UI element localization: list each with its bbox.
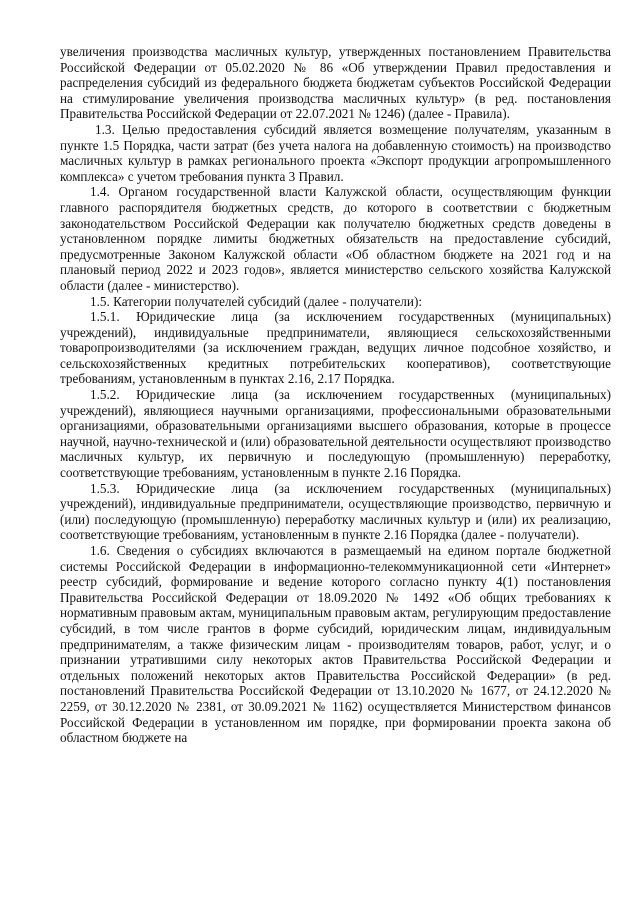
paragraph-1-5: 1.5. Категории получателей субсидий (далее - получатели): <box>90 293 422 309</box>
paragraph-1-5-3: 1.5.3. Юридические лица (за исключением государственных (муниципальных) учреждений), индивидуальные предприниматели, осуществляющие производство, первичную и (или) последующую (промышленную) переработку масличных культур и (или) их реализацию, соответствующие требованиям, установленным в пункте 2.16 Порядка (далее - получатели). <box>60 480 611 543</box>
paragraph-rules-continuation: увеличения производства масличных культур, утвержденных постановлением Правительства Российской Федерации от 05.02.2020 № 86 «Об утверждении Правил предоставления и распределения субсидий из федерального бюджета бюджетам субъектов Российской Федерации на стимулирование увеличения производства масличных культур» (в ред. постановления Правительства Российской Федерации от 22.07.2021 № 1246) (далее - Правила). <box>60 44 611 122</box>
paragraph-1-5-2: 1.5.2. Юридические лица (за исключением государственных (муниципальных) учреждений), являющиеся научными организациями, профессиональными образовательными организациями, образовательными организациями высшего образования, которые в процессе научной, научно-технической и (или) образовательной деятельности осуществляют производство масличных культур, их первичную и последующую (промышленную) переработку, соответствующие требованиям, установленным в пункте 2.16 Порядка. <box>60 387 611 481</box>
paragraph-1-5-1: 1.5.1. Юридические лица (за исключением государственных (муниципальных) учреждений), индивидуальные предприниматели, являющиеся сельскохозяйственными товаропроизводителями (за исключением граждан, ведущих личное подсобное хозяйство, и сельскохозяйственных кредитных потребительских кооперативов), соответствующие требованиям, установленным в пунктах 2.16, 2.17 Порядка. <box>60 309 611 387</box>
document-page <box>60 44 611 746</box>
paragraph-1-6: 1.6. Сведения о субсидиях включаются в размещаемый на едином портале бюджетной системы Российской Федерации в информационно-телекоммуникационной сети «Интернет» реестр субсидий, формирование и ведение которого согласно пункту 4(1) постановления Правительства Российской Федерации от 18.09.2020 № 1492 «Об общих требованиях к нормативным правовым актам, муниципальным правовым актам, регулирующим предоставление субсидий, в том числе грантов в форме субсидий, юридическим лицам, индивидуальным предпринимателям, а также физическим лицам - производителям товаров, работ, услуг, и о признании утратившими силу некоторых актов Правительства Российской Федерации и отдельных положений некоторых актов Правительства Российской Федерации» (в ред. постановлений Правительства Российской Федерации от 13.10.2020 № 1677, от 24.12.2020 № 2259, от 30.12.2020 № 2381, от 30.09.2021 № 1162) осуществляется Министерством финансов Российской Федерации в установленном им порядке, при формировании проекта закона об областном бюджете на <box>60 543 611 746</box>
paragraph-1-4: 1.4. Органом государственной власти Калужской области, осуществляющим функции главного распорядителя бюджетных средств, до которого в соответствии с бюджетным законодательством Российской Федерации как получателю бюджетных средств доведены в установленном порядке лимиты бюджетных обязательств на предоставление субсидий, предусмотренные Законом Калужской области «Об областном бюджете на 2021 год и на плановый период 2022 и 2023 годов», является министерство сельского хозяйства Калужской области (далее - министерство). <box>60 184 611 293</box>
paragraph-1-3: 1.3. Целью предоставления субсидий является возмещение получателям, указанным в пункте 1.5 Порядка, части затрат (без учета налога на добавленную стоимость) на производство масличных культур в рамках регионального проекта «Экспорт продукции агропромышленного комплекса» с учетом требования пункта 3 Правил. <box>60 121 611 184</box>
